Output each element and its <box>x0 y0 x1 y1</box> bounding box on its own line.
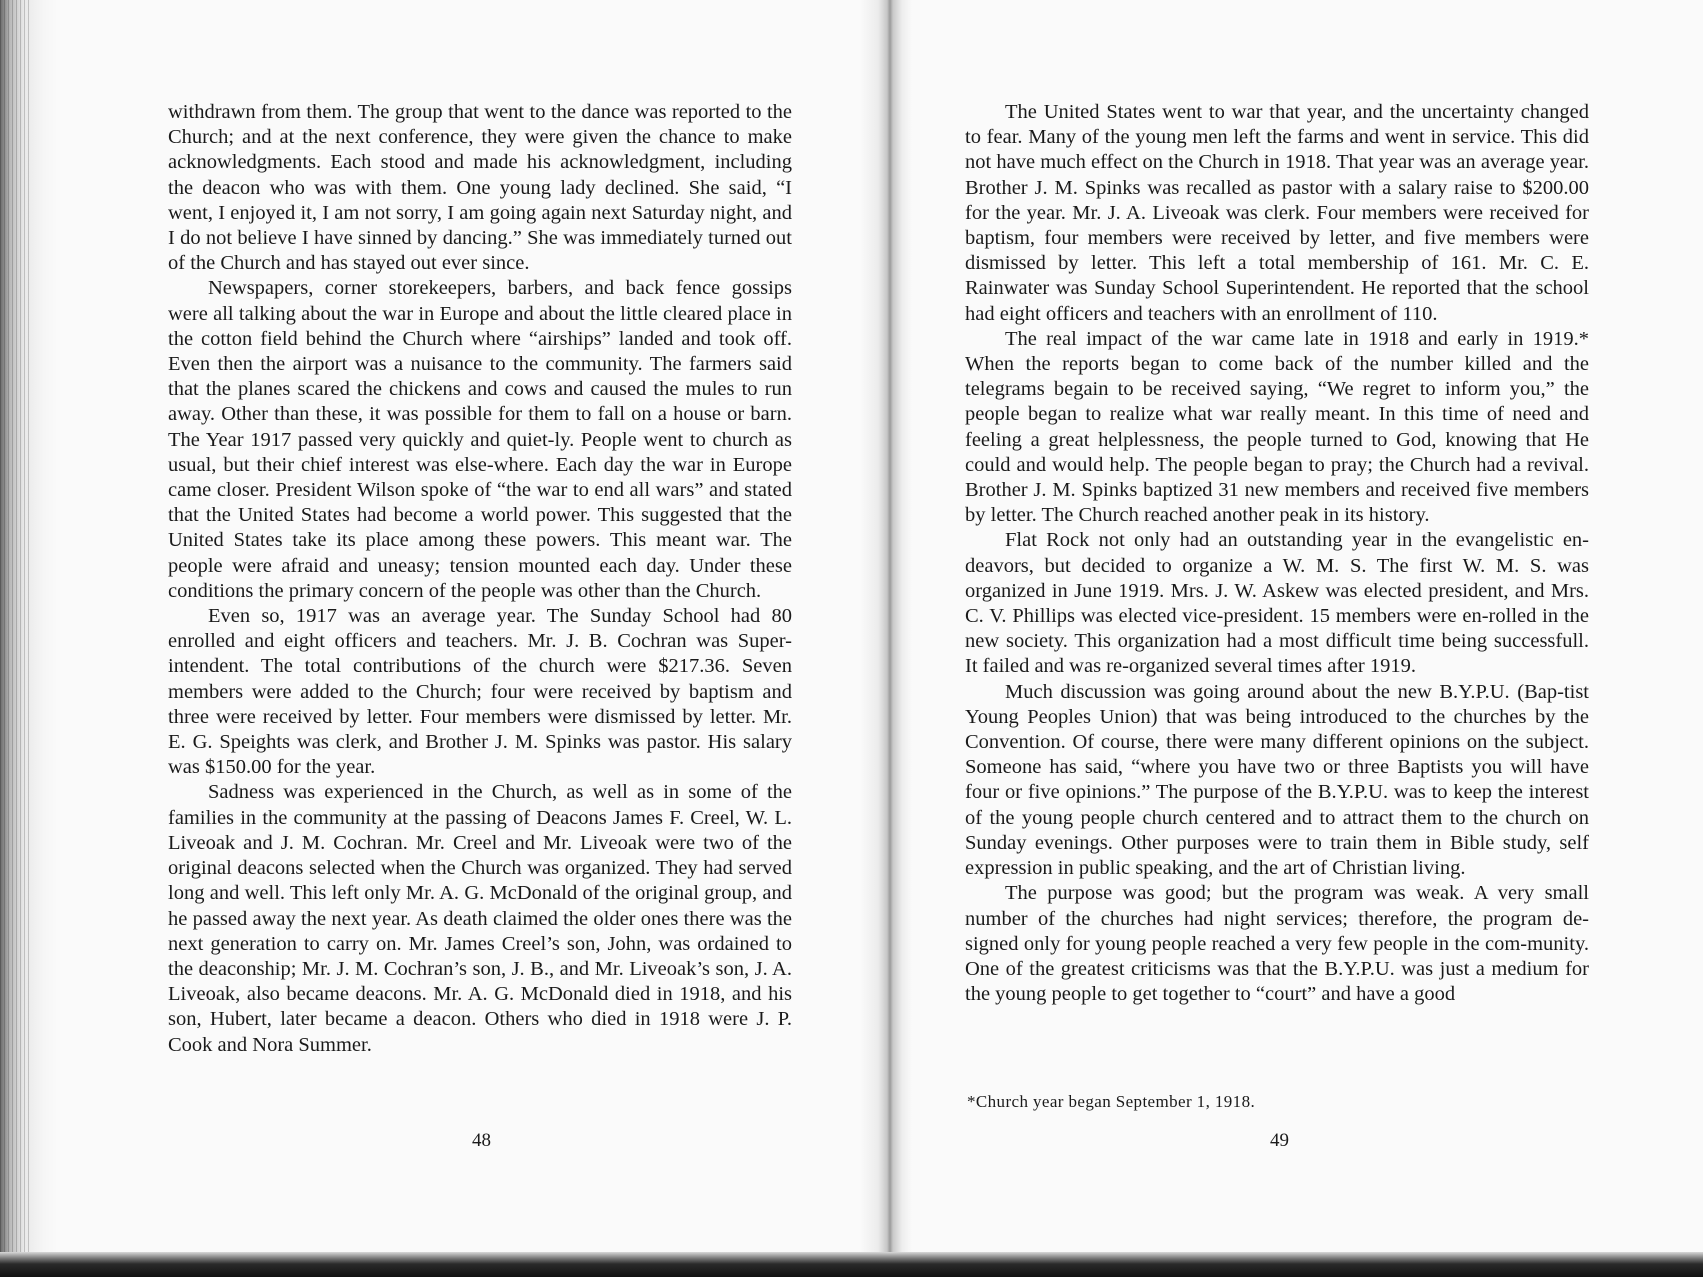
paragraph: Even so, 1917 was an average year. The Sunday School had 80 enrolled and eight officers and teachers. Mr. J. B. Cochran was Super-intendent. The total contributions of the church were $217.36. Seven members were added to the Church; four were received by baptism and three were received by letter. Four members were dismissed by letter. Mr. E. G. Speights was clerk, and Brother J. M. Spinks was pastor. His salary was $150.00 for the year. <box>168 605 792 779</box>
book-gutter <box>860 0 912 1277</box>
paragraph: Newspapers, corner storekeepers, barbers, and back fence gossips were all talking about the war in Europe and about the little cleared place in the cotton field behind the Church where “airships” landed and took off. Even then the airport was a nuisance to the community. The farmers said that the planes scared the chickens and cows and caused the mules to run away. Other than these, it was possible for them to fall on a house or barn. The Year 1917 passed very quickly and quiet-ly. People went to church as usual, but their chief interest was else-where. Each day the war in Europe came closer. President Wilson spoke of “the war to end all wars” and stated that the United States had become a world power. This suggested that the United States take its place among these powers. This meant war. The people were afraid and uneasy; tension mounted each day. Under these conditions the primary concern of the people was other than the Church. <box>168 277 792 602</box>
paragraph: Sadness was experienced in the Church, as well as in some of the families in the community at the passing of Deacons James F. Creel, W. L. Liveoak and J. M. Cochran. Mr. Creel and Mr. Liveoak were two of the original deacons selected when the Church was organized. They had served long and well. This left only Mr. A. G. McDonald of the original group, and he passed away the next year. As death claimed the older ones there was the next generation to carry on. Mr. James Creel’s son, John, was ordained to the deaconship; Mr. J. M. Cochran’s son, J. B., and Mr. Liveoak’s son, J. A. Liveoak, also became deacons. Mr. A. G. McDonald died in 1918, and his son, Hubert, later became a deacon. Others who died in 1918 were J. P. Cook and Nora Summer. <box>168 781 792 1056</box>
paragraph: The United States went to war that year, and the uncertainty changed to fear. Many of the young men left the farms and went in service. This did not have much effect on the Church in 1918. That year was an average year. Brother J. M. Spinks was recalled as pastor with a salary raise to $200.00 for the year. Mr. J. A. Liveoak was clerk. Four members were received for baptism, four members were received by letter, and five members were dismissed by letter. This left a total membership of 161. Mr. C. E. Rainwater was Sunday School Superintendent. He reported that the school had eight officers and teachers with an enrollment of 110. <box>965 101 1589 325</box>
paragraph: The purpose was good; but the program was weak. A very small number of the churches had night services; therefore, the program de-signed only for young people reached a very few people in the com-munity. One of the greatest criticisms was that the B.Y.P.U. was just a medium for the young people to get together to “court” and have a good <box>965 882 1589 1006</box>
page-stack-lines <box>0 0 30 1277</box>
right-page-text <box>965 100 1589 1007</box>
bottom-page-edge <box>0 1252 1703 1277</box>
paragraph: withdrawn from them. The group that went to the dance was reported to the Church; and at the next conference, they were given the chance to make acknowledgments. Each stood and made his acknowledgment, including the deacon who was with them. One young lady declined. She said, “I went, I enjoyed it, I am not sorry, I am going again next Saturday night, and I do not believe I have sinned by dancing.” She was immediately turned out of the Church and has stayed out ever since. <box>168 101 792 275</box>
paragraph: The real impact of the war came late in 1918 and early in 1919.* When the reports began to come back of the number killed and the telegrams begain to be received saying, “We regret to inform you,” the people began to realize what war really meant. In this time of need and feeling a great helplessness, the people turned to God, knowing that He could and would help. The people began to pray; the Church had a revival. Brother J. M. Spinks baptized 31 new members and received five members by letter. The Church reached another peak in its history. <box>965 327 1589 527</box>
page-number-right: 49 <box>1270 1130 1289 1151</box>
left-page-text <box>168 100 792 1058</box>
paragraph: Much discussion was going around about the new B.Y.P.U. (Bap-tist Young Peoples Union) that was being introduced to the churches by the Convention. Of course, there were many different opinions on the subject. Someone has said, “where you have two or three Baptists you will have four or five opinions.” The purpose of the B.Y.P.U. was to keep the interest of the young people church centered and to attract them to the church on Sunday evenings. Other purposes were to train them in Bible study, self expression in public speaking, and the art of Christian living. <box>965 680 1589 880</box>
page-number-left: 48 <box>472 1130 491 1151</box>
footnote: *Church year began September 1, 1918. <box>967 1092 1256 1111</box>
paragraph: Flat Rock not only had an outstanding year in the evangelistic en-deavors, but decided to organize a W. M. S. The first W. M. S. was organized in June 1919. Mrs. J. W. Askew was elected president, and Mrs. C. V. Phillips was elected vice-president. 15 members were en-rolled in the new society. This organization had a most difficult time being successfull. It failed and was re-organized several times after 1919. <box>965 529 1589 678</box>
